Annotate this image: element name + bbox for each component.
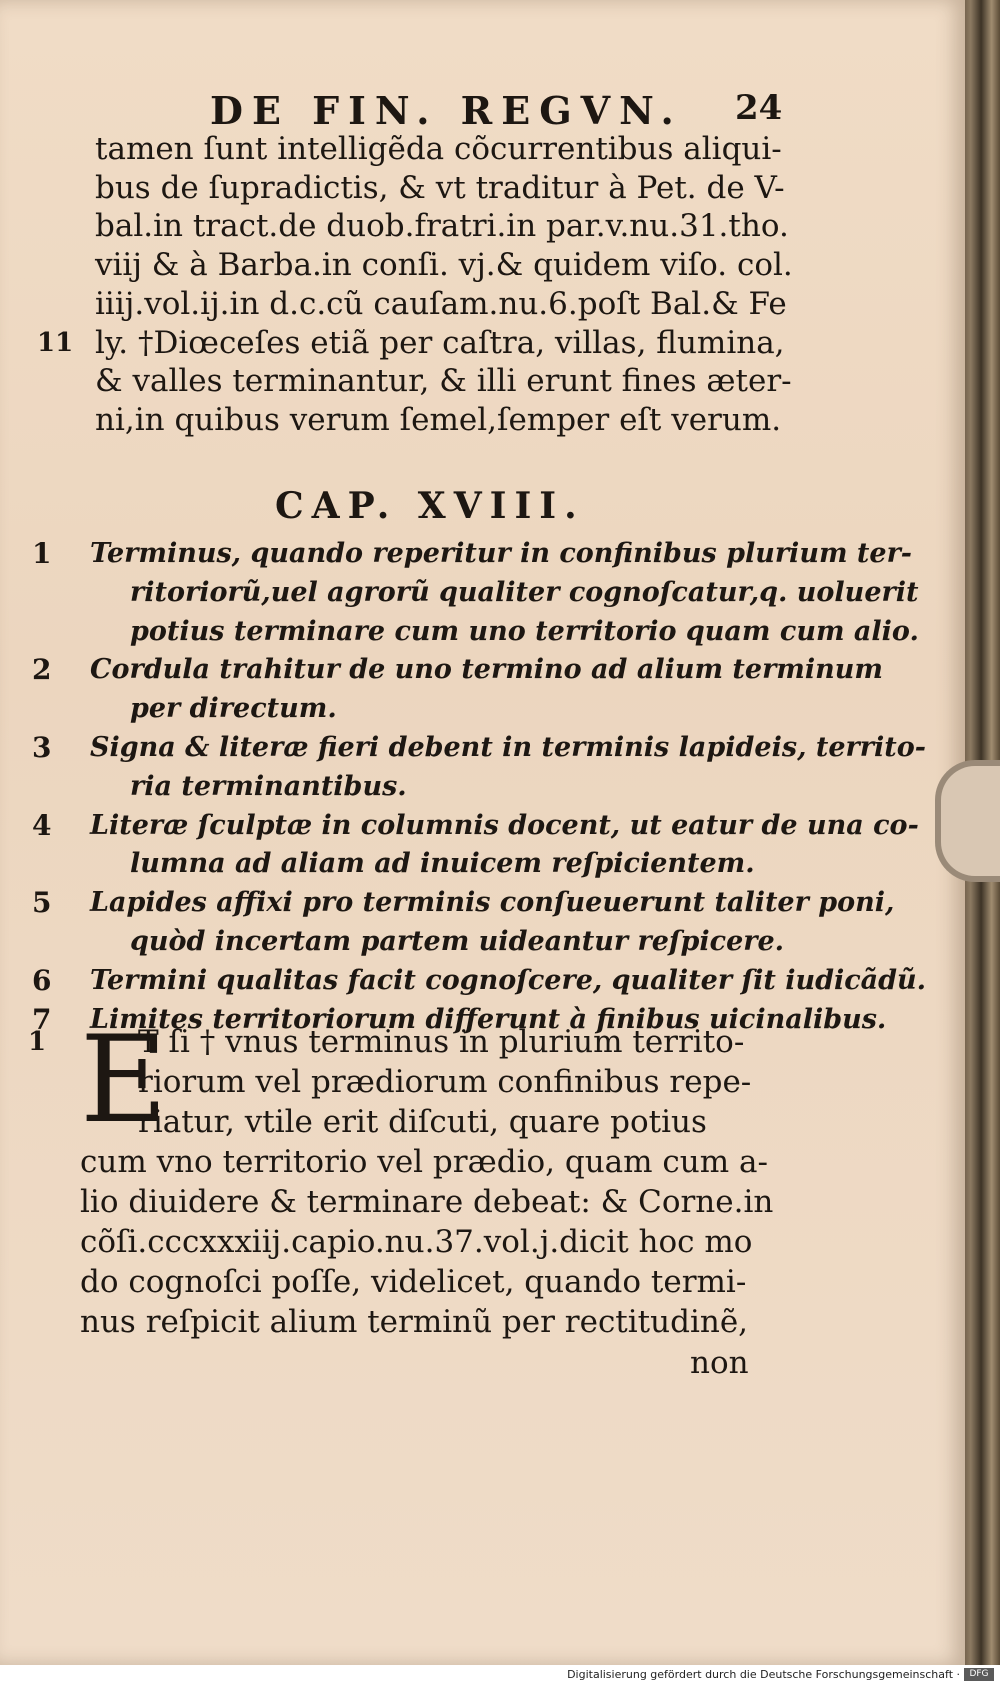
catchword: non xyxy=(690,1345,749,1381)
text-line: nus reſpicit alium terminũ per rectitudinẽ, xyxy=(80,1304,749,1340)
summary-text: Lapides affixi pro terminis conſueuerunt taliter poni, xyxy=(90,887,895,919)
text-line: cõſi.cccxxxiij.capio.nu.37.vol.j.dicit hoc mo xyxy=(80,1224,753,1260)
summary-line: ria terminantibus. xyxy=(130,770,407,802)
summary-line xyxy=(32,807,919,846)
digitization-footer xyxy=(0,1665,1000,1685)
summary-text: Literæ ſculptæ in columnis docent, ut eatur de una co- xyxy=(90,809,919,841)
summary-text: Signa & literæ fieri debent in terminis lapideis, territo- xyxy=(90,731,926,763)
summary-number: 4 xyxy=(32,808,52,842)
summary-line xyxy=(32,884,895,923)
text-line: viij & à Barba.in conſi. vj.& quidem viſo. col. xyxy=(95,247,793,284)
text-line: do cognoſci poſſe, videlicet, quando termi- xyxy=(80,1264,747,1300)
summary-line: per directum. xyxy=(130,693,337,725)
summary-number: 1 xyxy=(32,537,52,570)
margin-number: 1 xyxy=(28,1027,47,1057)
text-line: riatur, vtile erit diſcuti, quare potius xyxy=(138,1104,707,1140)
summary-text: Terminus, quando reperitur in confinibus plurium ter- xyxy=(90,538,912,569)
summary-number: 2 xyxy=(32,653,52,687)
text-line xyxy=(37,324,785,363)
text-line-content: ly. †Diœceſes etiã per caſtra, villas, flumina, xyxy=(95,324,785,361)
text-line: bus de ſupradictis, & vt traditur à Pet. de V- xyxy=(95,169,785,206)
text-line: cum vno territorio vel prædio, quam cum a- xyxy=(80,1144,768,1180)
summary-line xyxy=(32,962,927,1001)
text-line-content: T ſi † vnus terminus in plurium territo- xyxy=(138,1024,745,1060)
text-line: tamen ſunt intelligẽda cõcurrentibus aliqui- xyxy=(95,131,782,167)
page-number: 24 xyxy=(735,88,783,128)
summary-line xyxy=(32,651,883,690)
footer-credit: Digitalisierung gefördert durch die Deutsche Forschungsgemeinschaft · xyxy=(567,1668,960,1681)
page-clip xyxy=(935,760,1000,882)
summary-line: lumna ad aliam ad inuicem reſpicientem. xyxy=(130,848,755,880)
summary-text: Termini qualitas facit cognoſcere, qualiter ſit iudicãdũ. xyxy=(90,964,927,996)
margin-number: 11 xyxy=(37,327,74,358)
text-line: iiij.vol.ij.in d.c.cũ cauſam.nu.6.poſt Bal.& Fe xyxy=(95,285,787,322)
summary-number: 6 xyxy=(32,963,52,997)
chapter-summary xyxy=(32,535,927,1039)
text-line: riorum vel prædiorum confinibus repe- xyxy=(138,1064,752,1100)
summary-text: Cordula trahitur de uno termino ad alium terminum xyxy=(90,654,883,686)
page-header xyxy=(0,88,965,133)
summary-number: 3 xyxy=(32,730,52,764)
summary-line: ritoriorũ,uel agrorũ qualiter cognoſcatur,q. uoluerit xyxy=(130,576,919,608)
drop-cap: E xyxy=(80,1011,168,1150)
text-line: bal.in tract.de duob.fratri.in par.v.nu.31.tho. xyxy=(95,208,789,245)
summary-text: Limites territoriorum differunt à finibus uicinalibus. xyxy=(90,1003,887,1035)
summary-line xyxy=(32,535,912,574)
summary-line xyxy=(32,729,926,768)
summary-number: 5 xyxy=(32,886,52,920)
text-line: lio diuidere & terminare debeat: & Corne.in xyxy=(80,1184,774,1220)
text-line: ni,in quibus verum ſemel,ſemper eſt verum. xyxy=(95,401,782,438)
dfg-logo: DFG xyxy=(964,1668,994,1681)
summary-number: 7 xyxy=(32,1002,52,1036)
chapter-heading: CAP. XVIII. xyxy=(275,485,585,527)
summary-line: potius terminare cum uno territorio quam cum alio. xyxy=(130,615,919,647)
text-line xyxy=(28,1022,800,1062)
running-title: DE FIN. REGVN. xyxy=(210,88,683,133)
text-line: & valles terminantur, & illi erunt fines æter- xyxy=(95,363,792,400)
body-text-top xyxy=(37,130,793,440)
summary-line: quòd incertam partem uideantur reſpicere. xyxy=(130,925,785,957)
